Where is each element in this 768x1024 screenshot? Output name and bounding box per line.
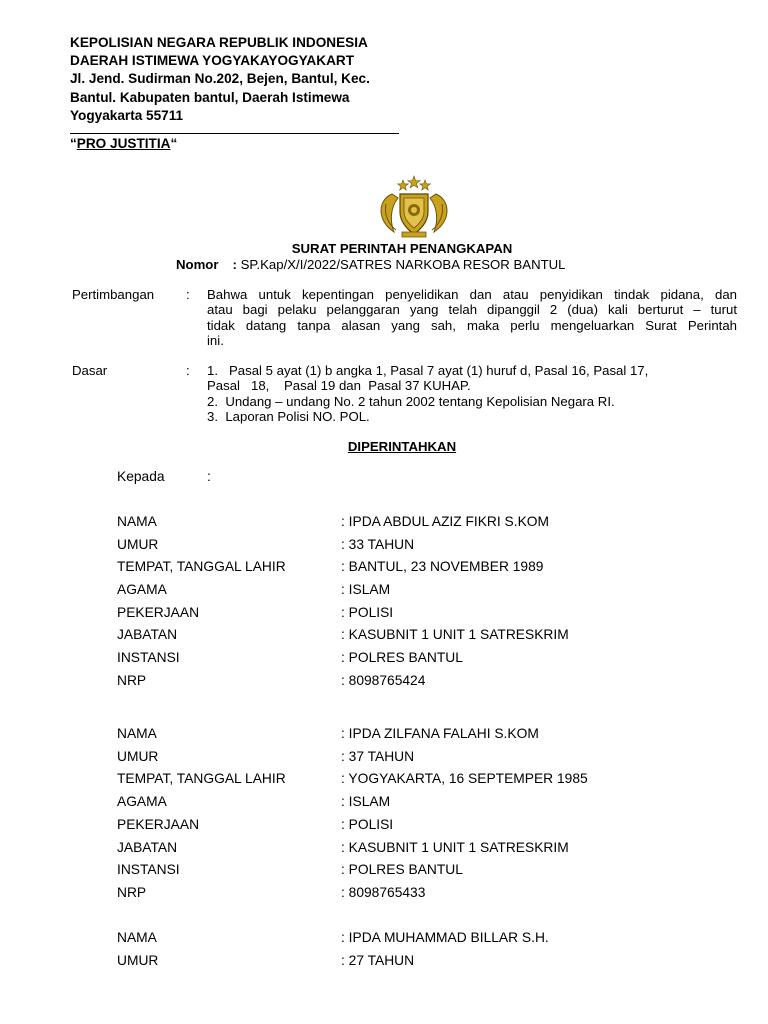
pertimbangan-colon: : xyxy=(186,287,190,302)
field-label: AGAMA xyxy=(117,582,167,597)
field-label: PEKERJAAN xyxy=(117,605,200,620)
diperintahkan-heading: DIPERINTAHKAN xyxy=(347,439,457,454)
letterhead-line: Jl. Jend. Sudirman No.202, Bejen, Bantul, Kec. xyxy=(70,71,370,87)
kepada-label: Kepada xyxy=(117,469,165,484)
field-label: UMUR xyxy=(117,537,159,552)
pertimbangan-line: Bahwa untuk kepentingan penyelidikan dan atau penyidikan tindak pidana, dan xyxy=(207,287,737,302)
field-value: : POLISI xyxy=(341,817,394,832)
field-label: UMUR xyxy=(117,953,159,968)
dasar-label: Dasar xyxy=(72,363,108,378)
field-value: : KASUBNIT 1 UNIT 1 SATRESKRIM xyxy=(341,840,569,855)
letterhead xyxy=(70,34,370,125)
field-value: : BANTUL, 23 NOVEMBER 1989 xyxy=(341,559,544,574)
field-label: NRP xyxy=(117,673,147,688)
field-value: : ISLAM xyxy=(341,794,391,809)
field-value: : IPDA MUHAMMAD BILLAR S.H. xyxy=(341,930,549,945)
pertimbangan-label: Pertimbangan xyxy=(72,287,155,302)
dasar-item: 3. Laporan Polisi NO. POL. xyxy=(207,409,370,425)
field-label: NRP xyxy=(117,885,147,900)
field-label: INSTANSI xyxy=(117,862,180,877)
field-label: NAMA xyxy=(117,726,157,741)
document-number: Nomor : SP.Kap/X/I/2022/SATRES NARKOBA RESOR BANTUL xyxy=(176,257,566,272)
letterhead-line: Bantul. Kabupaten bantul, Daerah Istimewa xyxy=(70,89,350,105)
letterhead-line: Yogyakarta 55711 xyxy=(70,107,184,123)
field-value: : IPDA ABDUL AZIZ FIKRI S.KOM xyxy=(341,514,550,529)
field-value: : POLISI xyxy=(341,605,394,620)
field-value: : 27 TAHUN xyxy=(341,953,415,968)
dasar-item: 2. Undang – undang No. 2 tahun 2002 tentang Kepolisian Negara RI. xyxy=(207,393,615,409)
pertimbangan-line: ini. xyxy=(207,333,224,349)
field-label: TEMPAT, TANGGAL LAHIR xyxy=(117,559,286,574)
pertimbangan-line: atau bagi pelaku pelanggaran yang telah dipanggil 2 (dua) kali berturut – turut xyxy=(207,302,737,318)
field-value: : 33 TAHUN xyxy=(341,537,415,552)
field-label: UMUR xyxy=(117,749,159,764)
field-value: : ISLAM xyxy=(341,582,391,597)
pertimbangan-text xyxy=(207,287,737,349)
field-value: : 37 TAHUN xyxy=(341,749,415,764)
dasar-item: Pasal 18, Pasal 19 dan Pasal 37 KUHAP. xyxy=(207,378,471,394)
field-value: : YOGYAKARTA, 16 SEPTEMPER 1985 xyxy=(341,771,588,786)
kepada-colon: : xyxy=(207,469,211,484)
field-label: NAMA xyxy=(117,930,157,945)
field-label: INSTANSI xyxy=(117,650,180,665)
letterhead-line: KEPOLISIAN NEGARA REPUBLIK INDONESIA xyxy=(70,35,368,50)
pertimbangan-line: tidak datang tanpa alasan yang sah, maka perlu mengeluarkan Surat Perintah xyxy=(207,317,737,333)
field-label: NAMA xyxy=(117,514,157,529)
dasar-colon: : xyxy=(186,363,190,378)
police-emblem-icon xyxy=(372,174,456,238)
field-value: : POLRES BANTUL xyxy=(341,650,463,665)
field-label: TEMPAT, TANGGAL LAHIR xyxy=(117,771,286,786)
field-label: AGAMA xyxy=(117,794,167,809)
field-value: : 8098765433 xyxy=(341,885,426,900)
field-label: PEKERJAAN xyxy=(117,817,200,832)
field-label: JABATAN xyxy=(117,840,178,855)
dasar-list xyxy=(207,363,648,425)
field-value: : POLRES BANTUL xyxy=(341,862,463,877)
document-title: SURAT PERINTAH PENANGKAPAN xyxy=(291,241,513,256)
field-label: JABATAN xyxy=(117,627,178,642)
header-divider xyxy=(70,133,399,134)
field-value: : KASUBNIT 1 UNIT 1 SATRESKRIM xyxy=(341,627,569,642)
field-value: : IPDA ZILFANA FALAHI S.KOM xyxy=(341,726,539,741)
pro-justitia: “PRO JUSTITIA“ xyxy=(70,136,178,151)
letterhead-line: DAERAH ISTIMEWA YOGYAKAYOGYAKART xyxy=(70,53,355,69)
dasar-item: 1. Pasal 5 ayat (1) b angka 1, Pasal 7 ayat (1) huruf d, Pasal 16, Pasal 17, xyxy=(207,363,649,378)
field-value: : 8098765424 xyxy=(341,673,426,688)
